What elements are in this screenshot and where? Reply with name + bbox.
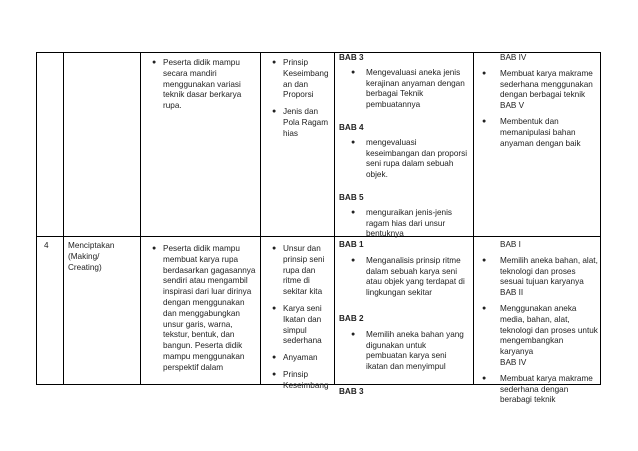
list-item [272, 304, 332, 347]
table-line-col4 [334, 52, 335, 385]
table-line-col3 [260, 52, 261, 385]
kegiatan-text: Membentuk dan memanipulasi bahan anyaman dengan baik [500, 116, 581, 148]
bullet-icon: ● [152, 59, 157, 66]
bab-item-text: mengevaluasi keseimbangan dan proporsi seni rupa dalam sebuah objek. [366, 137, 468, 180]
bottom-row-materi-cell [272, 244, 332, 392]
bullet-icon: ● [272, 59, 277, 66]
bab-heading: BAB 4 [339, 122, 364, 132]
list-item [272, 58, 332, 101]
bottom-row-tujuan-cell [152, 244, 258, 374]
materi-text: Karya seni Ikatan dan simpul sederhana [283, 303, 322, 346]
list-item [482, 117, 598, 149]
bullet-icon: ● [482, 256, 487, 264]
bottom-row-bab-cell [339, 240, 469, 398]
materi-text: Prinsip Keseimbang [283, 369, 329, 390]
materi-text: Jenis dan Pola Ragam hias [283, 107, 329, 138]
bab-heading: BAB 1 [339, 240, 364, 249]
bullet-icon: ● [482, 117, 487, 125]
bab-heading: BAB II [500, 288, 524, 298]
tujuan-text: Peserta didik mampu secara mandiri menggunakan variasi teknik dasar berkarya rupa. [163, 58, 242, 111]
materi-text: Prinsip Keseimbang an dan Proporsi [283, 58, 329, 100]
bullet-icon: ● [272, 370, 277, 378]
bullet-icon: ● [272, 304, 277, 312]
list-item [152, 58, 258, 112]
list-item [339, 138, 469, 181]
row-number: 4 [44, 241, 49, 250]
list-item [482, 256, 598, 288]
bab-heading: BAB 3 [339, 386, 364, 396]
bullet-icon: ● [482, 374, 487, 382]
bullet-icon: ● [351, 68, 356, 76]
top-row-bab-cell [339, 53, 469, 240]
kegiatan-text: Membuat karya makrame sederhana dengan berabagi teknik [500, 373, 593, 405]
top-row-materi-cell [272, 58, 332, 140]
bullet-icon: ● [482, 69, 487, 77]
list-item [482, 69, 598, 101]
table-line-col6 [600, 52, 601, 385]
bab-heading: BAB IV [500, 357, 527, 367]
bab-item-text: menguraikan jenis-jenis ragam hias dari unsur bentuknya [366, 207, 453, 239]
list-item [339, 330, 469, 373]
bab-item-text: Memilih aneka bahan yang digunakan untuk pembuatan karya seni ikatan dan menyimpul [366, 329, 464, 372]
bottom-row-kegiatan-cell [482, 240, 598, 406]
bab-heading: BAB 2 [339, 313, 364, 323]
bullet-icon: ● [351, 330, 356, 338]
element-name: Menciptakan (Making/ Creating) [68, 241, 115, 272]
materi-text: Anyaman [283, 353, 318, 363]
bab-heading: BAB V [500, 101, 525, 111]
bullet-icon: ● [482, 304, 487, 312]
kegiatan-text: Membuat karya makrame sederhana menggunakan dengan berbagai teknik [500, 68, 593, 100]
list-item [482, 374, 598, 406]
list-item [339, 256, 469, 299]
bab-heading: BAB 3 [339, 53, 364, 62]
table-line-col0 [36, 52, 37, 385]
bullet-icon: ● [272, 245, 277, 252]
bab-heading: BAB I [500, 240, 521, 249]
bullet-icon: ● [351, 138, 356, 146]
list-item [339, 68, 469, 111]
top-row-tujuan-cell [152, 58, 258, 112]
bullet-icon: ● [152, 245, 157, 252]
kegiatan-text: Menggunakan aneka media, bahan, alat, teknologi dan proses untuk mengembangkan karyanya [500, 303, 598, 357]
list-item [272, 244, 332, 298]
bab-heading: BAB 5 [339, 192, 364, 202]
kegiatan-text: Memilih aneka bahan, alat, teknologi dan proses sesuai tujuan karyanya [500, 255, 598, 287]
list-item [482, 304, 598, 358]
bab-item-text: Mengevaluasi aneka jenis kerajinan anyaman dengan berbagai Teknik pembuatannya [366, 67, 465, 110]
list-item [152, 244, 258, 374]
top-row-kegiatan-cell [482, 53, 598, 149]
bullet-icon: ● [351, 256, 356, 264]
bullet-icon: ● [272, 108, 277, 116]
bullet-icon: ● [272, 354, 277, 362]
table-line-col2 [140, 52, 141, 385]
list-item [272, 370, 332, 392]
table-line-col5 [473, 52, 474, 385]
table-line-col1 [63, 52, 64, 385]
list-item [339, 208, 469, 240]
bullet-icon: ● [351, 208, 356, 216]
tujuan-text: Peserta didik mampu membuat karya rupa berdasarkan gagasannya sendiri atau mengambil inspirasi dari luar dirinya dengan menggunakan dan menggabungkan unsur garis, warna, tekstur, bentuk, dan bangun. Peserta didik mampu menggunakan perspektif dalam [163, 244, 256, 372]
list-item [272, 353, 332, 364]
bab-heading: BAB IV [500, 53, 527, 62]
list-item [272, 107, 332, 139]
table-line-middle [36, 236, 600, 237]
materi-text: Unsur dan prinsip seni rupa dan ritme di sekitar kita [283, 244, 325, 297]
bab-item-text: Menganalisis prinsip ritme dalam sebuah karya seni atau objek yang terdapat di lingkungan sekitar [366, 255, 465, 298]
